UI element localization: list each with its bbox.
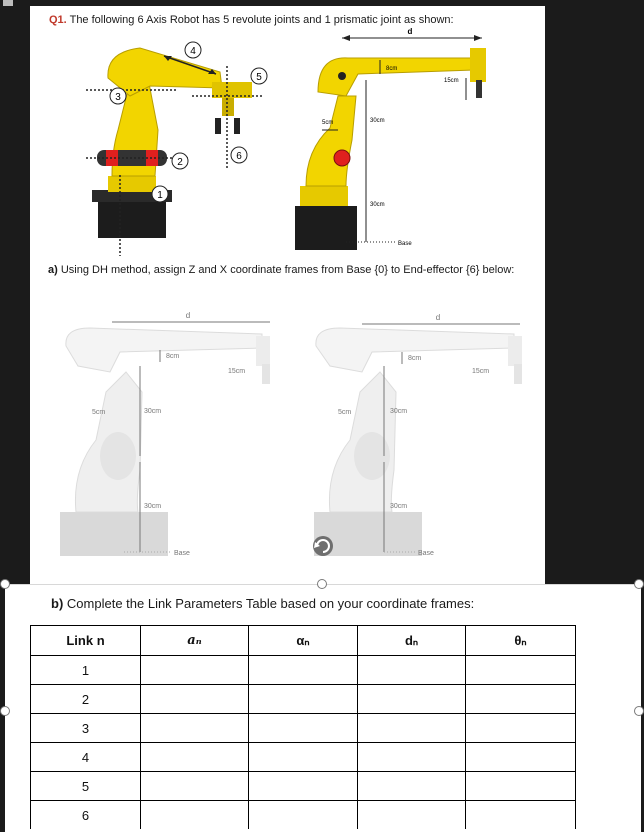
question-text: The following 6 Axis Robot has 5 revolute joints and 1 prismatic joint as shown: (69, 14, 454, 26)
joint-label-4: 4 (190, 46, 196, 57)
link-parameters-table (30, 625, 576, 829)
ghost-robot-left (60, 311, 270, 557)
cell-alpha[interactable] (249, 801, 358, 830)
table-row (31, 743, 576, 772)
cell-theta[interactable] (466, 801, 576, 830)
dim-5cm-ghost-right: 5cm (338, 409, 352, 416)
base-label-top: Base (398, 241, 412, 247)
cell-a[interactable] (141, 685, 249, 714)
joint-label-1: 1 (157, 190, 163, 201)
joint-label-2: 2 (177, 157, 183, 168)
joint-label-5: 5 (256, 72, 262, 83)
ghost-robot-right (314, 313, 522, 557)
resize-handle-middle-right[interactable] (634, 706, 644, 716)
part-b-prompt (51, 596, 474, 611)
rotate-icon[interactable] (313, 536, 333, 556)
dim-5cm-ghost-left: 5cm (92, 409, 106, 416)
cell-d[interactable] (358, 801, 466, 830)
header-alpha: αₙ (249, 626, 358, 656)
cell-a[interactable] (141, 656, 249, 685)
dim-30cm-lower-ghost-left: 30cm (144, 503, 162, 510)
part-b-label: b) (51, 596, 64, 611)
header-a: aₙ (141, 626, 249, 656)
dim-5cm-top: 5cm (322, 120, 334, 126)
cell-d[interactable] (358, 772, 466, 801)
cell-a[interactable] (141, 801, 249, 830)
cell-d[interactable] (358, 685, 466, 714)
cell-d[interactable] (358, 714, 466, 743)
link-number: 6 (31, 801, 141, 830)
cell-d[interactable] (358, 656, 466, 685)
dim-8cm-ghost-left: 8cm (166, 353, 180, 360)
link-number: 1 (31, 656, 141, 685)
resize-handle-top-center[interactable] (317, 579, 327, 589)
cell-alpha[interactable] (249, 685, 358, 714)
link-number: 3 (31, 714, 141, 743)
header-theta: θₙ (466, 626, 576, 656)
dim-d-top: d (407, 27, 413, 36)
table-row (31, 772, 576, 801)
table-header-row (31, 626, 576, 656)
link-number: 5 (31, 772, 141, 801)
cell-theta[interactable] (466, 743, 576, 772)
cell-a[interactable] (141, 714, 249, 743)
cell-theta[interactable] (466, 685, 576, 714)
part-b-text: Complete the Link Parameters Table based on your coordinate frames: (66, 596, 475, 611)
dim-8cm-ghost-right: 8cm (408, 355, 422, 362)
dim-d-ghost-right: d (435, 313, 441, 322)
dim-15cm-ghost-left: 15cm (228, 368, 246, 375)
header-d: dₙ (358, 626, 466, 656)
cell-d[interactable] (358, 743, 466, 772)
dim-d-ghost-left: d (185, 311, 191, 320)
table-row (31, 801, 576, 830)
dim-30cm-lower-top: 30cm (370, 202, 385, 208)
table-row (31, 656, 576, 685)
part-a-text: Using DH method, assign Z and X coordinate frames from Base {0} to End-effector {6} below: (60, 264, 515, 276)
joint-label-6: 6 (236, 151, 242, 162)
dim-8cm-top: 8cm (386, 66, 398, 72)
dim-30cm-upper-top: 30cm (370, 118, 385, 124)
resize-handle-middle-left[interactable] (0, 706, 10, 716)
table-row (31, 685, 576, 714)
joint-label-3: 3 (115, 92, 121, 103)
link-number: 4 (31, 743, 141, 772)
cell-a[interactable] (141, 743, 249, 772)
base-label-ghost-right: Base (418, 550, 434, 557)
dim-15cm-top: 15cm (444, 78, 459, 84)
table-row (31, 714, 576, 743)
header-link: Link n (31, 626, 141, 656)
cell-theta[interactable] (466, 656, 576, 685)
cell-alpha[interactable] (249, 743, 358, 772)
base-label-ghost-left: Base (174, 550, 190, 557)
dim-30cm-lower-ghost-right: 30cm (390, 503, 408, 510)
cell-alpha[interactable] (249, 656, 358, 685)
cell-alpha[interactable] (249, 772, 358, 801)
question-number: Q1. (49, 14, 67, 26)
part-a-label: a) (48, 264, 58, 276)
cell-theta[interactable] (466, 772, 576, 801)
resize-handle-top-right[interactable] (634, 579, 644, 589)
cell-a[interactable] (141, 772, 249, 801)
cell-theta[interactable] (466, 714, 576, 743)
resize-handle-top-left[interactable] (0, 579, 10, 589)
link-number: 2 (31, 685, 141, 714)
dim-15cm-ghost-right: 15cm (472, 368, 490, 375)
dim-30cm-upper-ghost-right: 30cm (390, 408, 408, 415)
dim-30cm-upper-ghost-left: 30cm (144, 408, 162, 415)
cell-alpha[interactable] (249, 714, 358, 743)
